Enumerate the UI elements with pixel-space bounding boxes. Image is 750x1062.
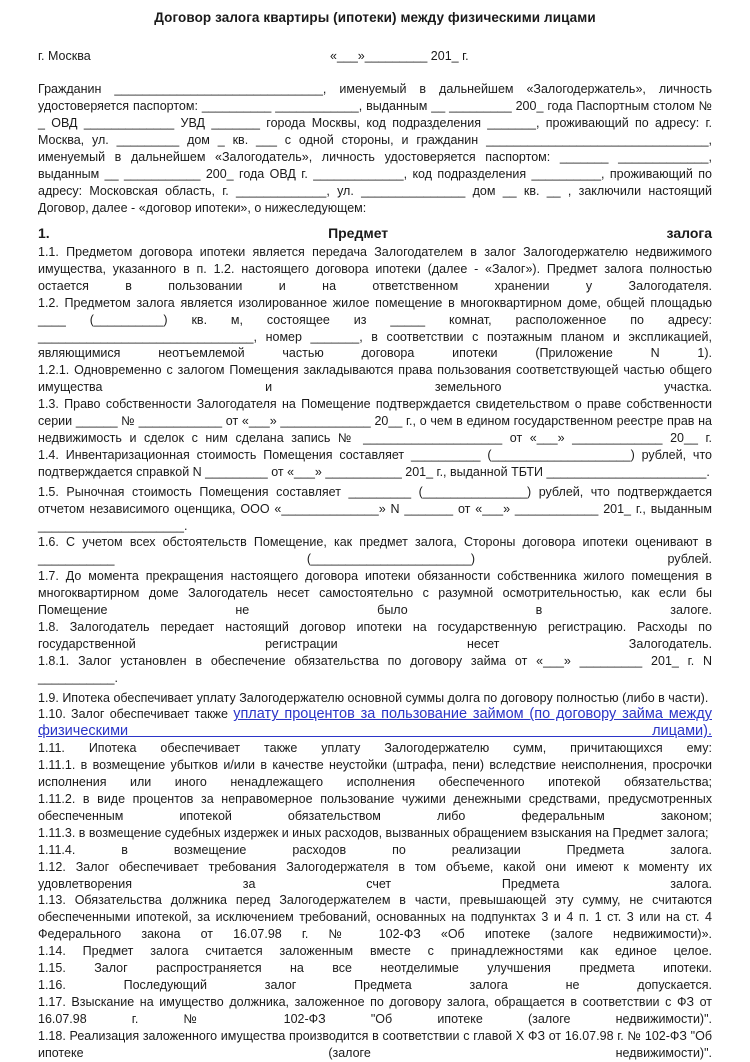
clause-1-12: 1.12. Залог обеспечивает требования Залогодержателя в том объеме, какой они имеют к моменту их удовлетворения за счет Предмета залога. — [38, 859, 712, 891]
clause-1-16: 1.16. Последующий залог Предмета залога не допускается. — [38, 977, 712, 992]
clause-1-2-1: 1.2.1. Одновременно с залогом Помещения закладываются права пользования соответствующей частью общего имущества и земельного участка. — [38, 363, 712, 395]
document-header-row — [38, 49, 712, 66]
clause-1-1: 1.1. Предметом договора ипотеки является передача Залогодателем в залог Залогодержателю недвижимого имущества, указанного в п. 1.2. настоящего договора ипотеки (далее - «Залог»). Предмет залога полностью остается в пользовании и на ответственном хранении у Залогодателя. — [38, 245, 712, 293]
clause-1-13: 1.13. Обязательства должника перед Залогодержателем в части, превышающей эту сумму, не считаются обеспеченными ипотекой, за исключением требований, основанных на подпунктах 3 и 4 п. 1 ст. 3 или на ст. 4 Федерального закона от 16.07.98 г. № 102-ФЗ «Об ипотеке (залоге недвижимости)». — [38, 893, 712, 942]
clause-1-8-1: 1.8.1. Залог установлен в обеспечение обязательства по договору займа от «___» _________ 201_ г. N ___________. — [38, 653, 712, 685]
section-title-word-2: залога — [666, 225, 712, 241]
clause-1-10-prefix: 1.10. Залог обеспечивает также — [38, 707, 234, 722]
clause-1-18: 1.18. Реализация заложенного имущества производится в соответствии с главой X ФЗ от 16.07.98 г. № 102-ФЗ "Об ипотеке (залоге недвижимости)". — [38, 1028, 712, 1060]
clauses-container — [38, 244, 712, 1062]
clause-1-8: 1.8. Залогодатель передает настоящий договор ипотеки на государственную регистрацию. Расходы по государственной регистрации несет Залогодатель. — [38, 619, 712, 651]
clause-1-11-3: 1.11.3. в возмещение судебных издержек и иных расходов, вызванных обращением взыскания на Предмет залога; — [38, 825, 709, 840]
city-label: г. Москва — [38, 49, 91, 63]
clause-1-11-1: 1.11.1. в возмещение убытков и/или в качестве неустойки (штрафа, пени) вследствие неисполнения, просрочки исполнения или иного ненадлежащего исполнения обеспеченного ипотекой обязательства; — [38, 758, 712, 790]
clause-1-15: 1.15. Залог распространяется на все неотделимые улучшения предмета ипотеки. — [38, 961, 712, 976]
section-number: 1. — [38, 225, 50, 241]
section-1-heading — [38, 224, 712, 243]
clause-1-4: 1.4. Инвентаризационная стоимость Помещения составляет __________ (____________________) рублей, что подтверждается справкой N _________ от «___» ___________ 201_ г., выданной ТБТИ _______________________. — [38, 447, 712, 479]
parties-intro-paragraph: Гражданин ______________________________, именуемый в дальнейшем «Залогодержатель», личность удостоверяется паспортом: __________ ____________, выданным __ _________ 200_ года Паспортным столом № _ ОВД _____________ УВД _______ города Москвы, код подразделения _______, проживающий по адресу: г. Москва, ул. _________ дом _ кв. ___ с одной стороны, и гражданин ________________________________, именуемый в дальнейшем «Залогодатель», личность удостоверяется паспортом: _______ _____________, выданным __ ___________ 200_ года ОВД г. _____________, код подразделения __________, проживающий по адресу: Московская область, г. _____________, ул. _______________ дом __ кв. __ , заключили настоящий Договор, далее - «договор ипотеки», о нижеследующем: — [38, 82, 712, 215]
clause-1-7: 1.7. До момента прекращения настоящего договора ипотеки обязанности собственника жилого помещения в многоквартирном доме Залогодатель несет самостоятельно с разумной осмотрительностью, как если бы Помещение не было в залоге. — [38, 569, 712, 618]
section-title-word-1: Предмет — [328, 225, 389, 241]
document-title: Договор залога квартиры (ипотеки) между физическими лицами — [154, 10, 596, 25]
clause-1-10 — [38, 706, 712, 740]
date-blank: «___»_________ 201_ г. — [330, 49, 469, 63]
loan-interest-link[interactable]: уплату процентов за пользование займом (по договору займа между физическими лицами). — [38, 706, 712, 740]
clause-1-14: 1.14. Предмет залога считается заложенным вместе с принадлежностями как единое целое. — [38, 944, 712, 959]
clause-1-3: 1.3. Право собственности Залогодателя на Помещение подтверждается свидетельством о праве собственности серии ______ № ____________ от «___» _____________ 20__ г., о чем в едином государственном реестре прав на недвижимость и сделок с ним сделана запись № ____________________ от «___» _____________ 20__ г. — [38, 397, 712, 445]
clause-1-11-4: 1.11.4. в возмещение расходов по реализации Предмета залога. — [38, 842, 712, 857]
clause-1-11: 1.11. Ипотека обеспечивает также уплату Залогодержателю сумм, причитающихся ему: — [38, 741, 712, 756]
clause-1-5: 1.5. Рыночная стоимость Помещения составляет _________ (_______________) рублей, что подтверждается отчетом независимого оценщика, ООО «______________» N _______ от «___» ____________ 201_ г., выданным _____________________. — [38, 484, 712, 533]
clause-1-17: 1.17. Взыскание на имущество должника, заложенное по договору залога, обращается в соответствии с ФЗ от 16.07.98 г. № 102-ФЗ "Об ипотеке (залоге недвижимости)". — [38, 994, 712, 1026]
clause-1-9: 1.9. Ипотека обеспечивает уплату Залогодержателю основной суммы долга по договору полностью (либо в части). — [38, 690, 709, 705]
clause-1-6: 1.6. С учетом всех обстоятельств Помещение, как предмет залога, Стороны договора ипотеки оценивают в ___________ (_______________________) рублей. — [38, 535, 712, 567]
clause-1-2: 1.2. Предметом залога является изолированное жилое помещение в многоквартирном доме, общей площадью ____ (__________) кв. м, состоящее из _____ комнат, расположенное по адресу: _______________________________, номер _______, в соответствии с поэтажным планом и экспликацией, являющимися неотъемлемой частью договора ипотеки (Приложение N 1). — [38, 295, 712, 361]
clause-1-11-2: 1.11.2. в виде процентов за неправомерное пользование чужими денежными средствами, предусмотренных обеспеченным ипотекой обязательством либо федеральным законом; — [38, 792, 712, 823]
